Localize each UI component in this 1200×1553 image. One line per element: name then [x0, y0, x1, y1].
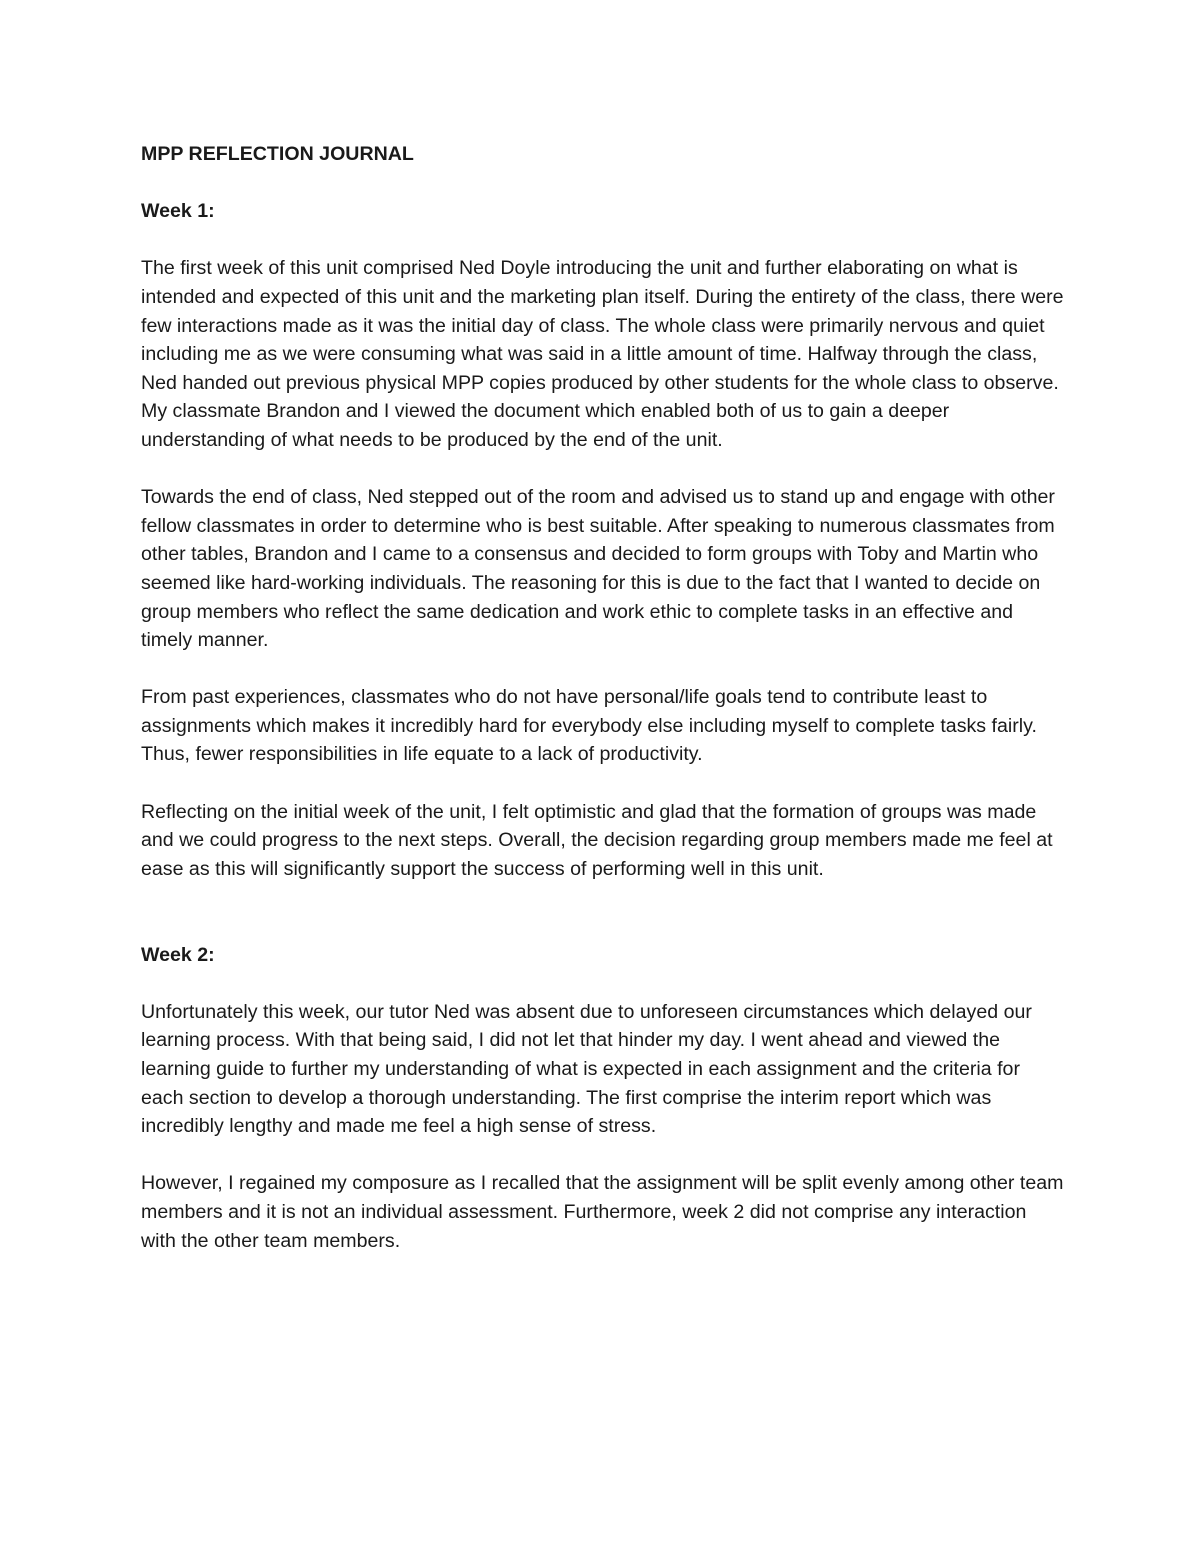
week-1-section — [141, 197, 1066, 883]
week-2-paragraph-2: However, I regained my composure as I recalled that the assignment will be split evenly among other team members and it is not an individual assessment. Furthermore, week 2 did not comprise any interaction with the other team members. — [141, 1172, 1064, 1252]
week-2-section — [141, 941, 1066, 1256]
spacer — [141, 769, 1066, 798]
spacer — [141, 969, 1066, 998]
spacer — [141, 655, 1066, 684]
week-1-paragraph-2: Towards the end of class, Ned stepped out of the room and advised us to stand up and engage with other fellow classmates in order to determine who is best suitable. After speaking to numerous classmates from other tables, Brandon and I came to a consensus and decided to form groups with Toby and Martin who seemed like hard-working individuals. The reasoning for this is due to the fact that I wanted to decide on group members who reflect the same dedication and work ethic to complete tasks in an effective and timely manner. — [141, 486, 1055, 652]
week-1-paragraph-4: Reflecting on the initial week of the unit, I felt optimistic and glad that the formation of groups was made and we could progress to the next steps. Overall, the decision regarding group members made me feel at ease as this will significantly support the success of performing well in this unit. — [141, 800, 1053, 880]
spacer — [141, 1141, 1066, 1170]
spacer — [141, 883, 1066, 940]
spacer — [141, 455, 1066, 484]
week-1-heading: Week 1: — [141, 200, 215, 223]
spacer — [141, 169, 1066, 198]
week-1-paragraph-3: From past experiences, classmates who do not have personal/life goals tend to contribute least to assignments which makes it incredibly hard for everybody else including myself to complete tasks fairly. Thus, fewer responsibilities in life equate to a lack of productivity. — [141, 686, 1037, 766]
week-2-heading: Week 2: — [141, 943, 215, 966]
document-body — [141, 140, 1066, 1255]
spacer — [141, 226, 1066, 255]
week-2-paragraph-1: Unfortunately this week, our tutor Ned was absent due to unforeseen circumstances which delayed our learning process. With that being said, I did not let that hinder my day. I went ahead and viewed the learning guide to further my understanding of what is expected in each assignment and the criteria for each section to develop a thorough understanding. The first comprise the interim report which was incredibly lengthy and made me feel a high sense of stress. — [141, 1000, 1032, 1138]
week-1-paragraph-1: The first week of this unit comprised Ned Doyle introducing the unit and further elaborating on what is intended and expected of this unit and the marketing plan itself. During the entirety of the class, there were few interactions made as it was the initial day of class. The whole class were primarily nervous and quiet including me as we were consuming what was said in a little amount of time. Halfway through the class, Ned handed out previous physical MPP copies produced by other students for the whole class to observe. My classmate Brandon and I viewed the document which enabled both of us to gain a deeper understanding of what needs to be produced by the end of the unit. — [141, 257, 1064, 451]
document-title: MPP REFLECTION JOURNAL — [141, 143, 414, 165]
